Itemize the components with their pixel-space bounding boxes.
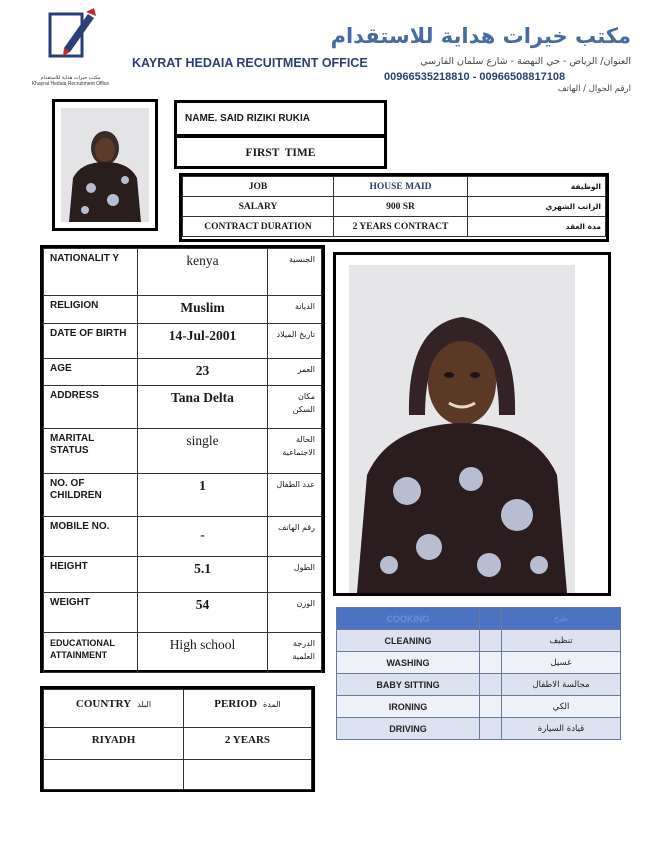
period-label-ar: المدة [263,700,281,709]
mobile-value: - [138,517,267,557]
height-value: 5.1 [138,557,267,593]
skill-cleaning-label-ar: تنظيف [502,630,621,652]
address-value: Tana Delta [138,386,267,429]
office-phones: 0096653521881​0 - 00966508817108 [384,71,566,83]
experience-country-empty [44,760,184,790]
small-portrait-photo [61,108,149,222]
age-value: 23 [138,359,267,386]
skill-cooking-label-ar: طبخ [502,608,621,630]
small-photo-frame [52,99,158,231]
table-row [44,517,322,557]
job-label: JOB [183,177,334,197]
children-label: NO. OF CHILDREN [44,474,138,517]
candidate-name-box [174,100,387,137]
table-row [337,674,621,696]
education-value: High school [138,633,267,673]
experience-country-header [44,690,184,728]
table-row [44,386,322,429]
large-portrait-photo [349,265,575,593]
marital-status-label: MARITAL STATUS [44,429,138,474]
pen-logo-icon [28,8,113,70]
country-label: COUNTRY [75,698,132,710]
contract-value: 2 YEARS CONTRACT [334,217,468,237]
table-row [44,474,322,517]
office-name-en: KAYRAT HEDAIA RECUITMENT OFFICE [132,56,368,70]
skill-driving-label: DRIVING [337,718,480,740]
table-row [44,633,322,673]
table-row [44,690,312,728]
marital-status-label-ar: الحالة الاجتماعية [267,429,321,474]
experience-period-empty [184,760,312,790]
address-label-ar: مكان السكن [267,386,321,429]
education-label-ar: الدرجة العلمية [267,633,321,673]
skill-cleaning-label: CLEANING [337,630,480,652]
experience-table-frame [40,686,315,792]
dob-value: 14-Jul-2001 [138,324,267,359]
mobile-label: MOBILE NO. [44,517,138,557]
religion-label-ar: الديانة [267,296,321,324]
children-value: 1 [138,474,267,517]
mobile-label-ar: رقم الهاتف [267,517,321,557]
education-label: EDUCATIONAL ATTAINMENT [44,633,138,673]
table-row [44,593,322,633]
table-row [44,359,322,386]
skill-washing-label-ar: غسيل [502,652,621,674]
country-label-ar: البلد [137,700,152,709]
large-photo-frame [333,252,611,596]
skill-ironing-label-ar: الكي [502,696,621,718]
skill-driving-label-ar: قيادة السيارة [502,718,621,740]
table-row [44,760,312,790]
table-row [44,324,322,359]
skill-washing-label: WASHING [337,652,480,674]
job-table-frame [179,173,609,242]
contract-label: CONTRACT DURATION [183,217,334,237]
skill-babysitting-check [480,674,502,696]
period-label: PERIOD [214,698,258,710]
weight-label-ar: الوزن [267,593,321,633]
skill-driving-check [480,718,502,740]
table-row [337,652,621,674]
details-table [43,248,322,673]
height-label: HEIGHT [44,557,138,593]
candidate-status-box [174,135,387,169]
experience-period-header [184,690,312,728]
skill-babysitting-label-ar: مجالسة الاطفال [502,674,621,696]
candidate-name: NAME. SAID RIZIKI RUKIA [185,113,310,124]
table-row [44,728,312,760]
logo-caption-ar: مكتب خيرات هداية للاستقدام [40,75,101,81]
job-value: HOUSE MAID [334,177,468,197]
nationality-label: NATIONALIT Y [44,249,138,296]
experience-table [43,689,312,790]
age-label-ar: العمر [267,359,321,386]
skill-cooking-check [480,608,502,630]
address-label: ADDRESS [44,386,138,429]
experience-country-value: RIYADH [44,728,184,760]
details-table-frame [40,245,325,673]
job-label-ar: الوظيفة [468,177,606,197]
salary-row [183,197,606,217]
office-address-ar: العنوان/ الرياض - حي النهضة - شارع سلمان الفارسي [420,56,631,67]
skill-cooking-label: COOKING [337,608,480,630]
skill-babysitting-label: BABY SITTING [337,674,480,696]
experience-period-value: 2 YEARS [184,728,312,760]
table-row [44,429,322,474]
age-label: AGE [44,359,138,386]
skill-cleaning-check [480,630,502,652]
height-label-ar: الطول [267,557,321,593]
table-row [337,608,621,630]
contract-row [183,217,606,237]
job-table [182,176,606,237]
skill-ironing-label: IRONING [337,696,480,718]
table-row [337,718,621,740]
table-row [44,296,322,324]
candidate-status: FIRST TIME [245,147,316,159]
weight-label: WEIGHT [44,593,138,633]
religion-value: Muslim [138,296,267,324]
marital-status-value: single [138,429,267,474]
salary-label-ar: الراتب الشهري [468,197,606,217]
job-row [183,177,606,197]
dob-label-ar: تاريخ الميلاد [267,324,321,359]
office-name-ar: مكتب خيرات هداية للاستقدام [330,24,631,48]
religion-label: RELIGION [44,296,138,324]
skill-washing-check [480,652,502,674]
table-row [337,696,621,718]
nationality-value: kenya [138,249,267,296]
contract-label-ar: مدة العقد [468,217,606,237]
table-row [44,249,322,296]
table-row [44,557,322,593]
skills-table [336,607,621,740]
table-row [337,630,621,652]
nationality-label-ar: الجنسية [267,249,321,296]
salary-label: SALARY [183,197,334,217]
office-phone-label-ar: ارقم الجوال / الهاتف [557,84,631,94]
children-label-ar: عدد الطفال [267,474,321,517]
salary-value: 900 SR [334,197,468,217]
logo-caption-en: Khayrat Hedaia Recruitment Office [31,81,110,87]
weight-value: 54 [138,593,267,633]
dob-label: DATE OF BIRTH [44,324,138,359]
office-logo [28,8,113,88]
skill-ironing-check [480,696,502,718]
